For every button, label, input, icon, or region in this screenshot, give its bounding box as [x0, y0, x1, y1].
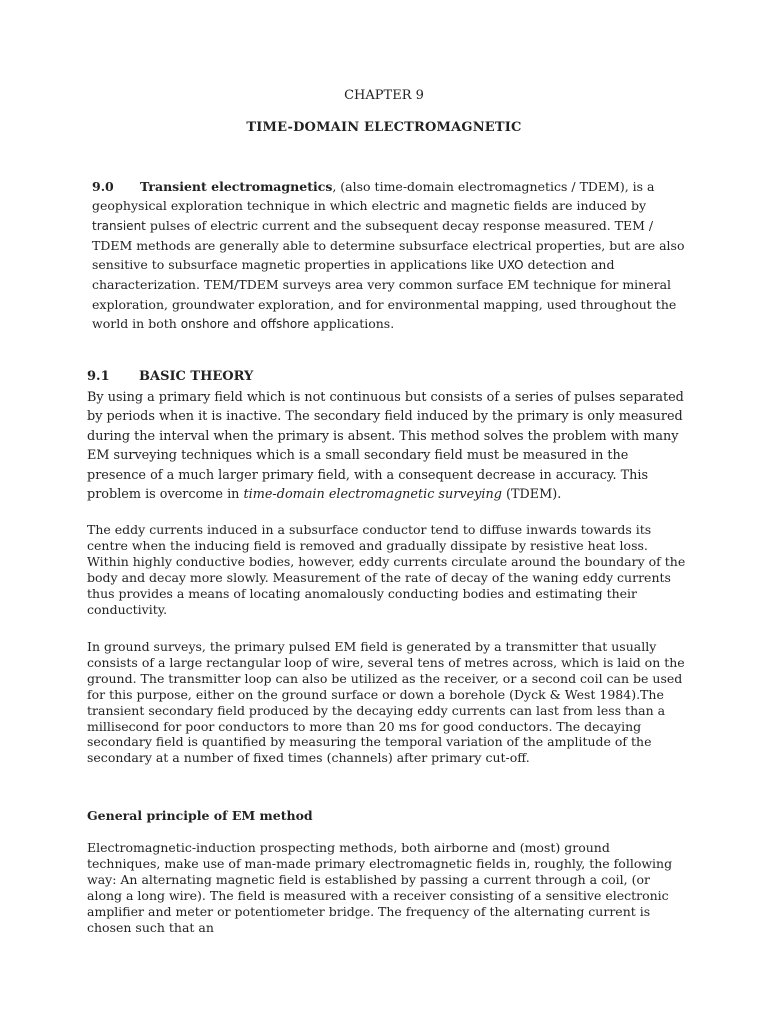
section-text: , (also time-domain electromagnetics / TDEM), is a geophysical exploration technique in which electric and magnetic fields are induced by — [92, 179, 655, 214]
section-text: detection and characterization. TEM/TDEM surveys area very common surface EM technique for mineral exploration, groundwater exploration, and for environmental mapping, used throughout the world in both — [92, 257, 677, 332]
italic-term: time-domain electromagnetic surveying — [243, 487, 502, 503]
paragraph-text: (TDEM). — [501, 487, 562, 503]
section-9-1-heading — [87, 369, 253, 384]
section-number: 9.0 — [92, 179, 114, 194]
section-text: and — [228, 316, 261, 332]
chapter-label: CHAPTER 9 — [344, 88, 424, 103]
link-offshore[interactable]: offshore — [260, 317, 310, 332]
general-principle-heading: General principle of EM method — [87, 808, 313, 823]
paragraph-text: By using a primary field which is not continuous but consists of a series of pulses separated by periods when it is inactive. The secondary field induced by the primary is only measured during the interval when the primary is absent. This method solves the problem with many EM surveying techniques which is a small secondary field must be measured in the presence of a much larger primary field, with a consequent decrease in accuracy. This problem is overcome in — [87, 390, 684, 503]
section-9-0-paragraph — [92, 177, 692, 334]
chapter-title: TIME-DOMAIN ELECTROMAGNETIC — [246, 120, 522, 135]
link-uxo[interactable]: UXO — [497, 258, 524, 273]
general-principle-paragraph: Electromagnetic-induction prospecting methods, both airborne and (most) ground techniques, make use of man-made primary electromagnetic fields in, roughly, the following way: An alternating magnetic field is established by passing a current through a coil, (or along a long wire). The field is measured with a receiver consisting of a sensitive electronic amplifier and meter or potentiometer bridge. The frequency of the alternating current is chosen such that an — [87, 840, 673, 935]
eddy-currents-paragraph: The eddy currents induced in a subsurface conductor tend to diffuse inwards towards its centre when the inducing field is removed and gradually dissipate by resistive heat loss. Within highly conductive bodies, however, eddy currents circulate around the boundary of the body and decay more slowly. Measurement of the rate of decay of the waning eddy currents thus provides a means of locating anomalously conducting bodies and estimating their conductivity. — [87, 522, 686, 617]
ground-surveys-paragraph: In ground surveys, the primary pulsed EM field is generated by a transmitter that usually consists of a large rectangular loop of wire, several tens of metres across, which is laid on the ground. The transmitter loop can also be utilized as the receiver, or a second coil can be used for this purpose, either on the ground surface or down a borehole (Dyck & West 1984).The transient secondary field produced by the decaying eddy currents can last from less than a millisecond for poor conductors to more than 20 ms for good conductors. The decaying secondary field is quantified by measuring the temporal variation of the amplitude of the secondary at a number of fixed times (channels) after primary cut-off. — [87, 639, 685, 766]
section-term: Transient electromagnetics — [140, 179, 333, 194]
section-9-1-paragraph — [87, 388, 687, 504]
section-text: pulses of electric current and the subsequent decay response measured. TEM / TDEM methods are generally able to determine subsurface electrical properties, but are also sensitive to subsurface magnetic properties in applications like — [92, 217, 685, 273]
link-transient[interactable]: transient — [92, 218, 146, 233]
link-onshore[interactable]: onshore — [180, 317, 229, 332]
section-text: applications. — [309, 316, 395, 332]
section-heading: BASIC THEORY — [139, 369, 254, 384]
section-number: 9.1 — [87, 369, 110, 384]
